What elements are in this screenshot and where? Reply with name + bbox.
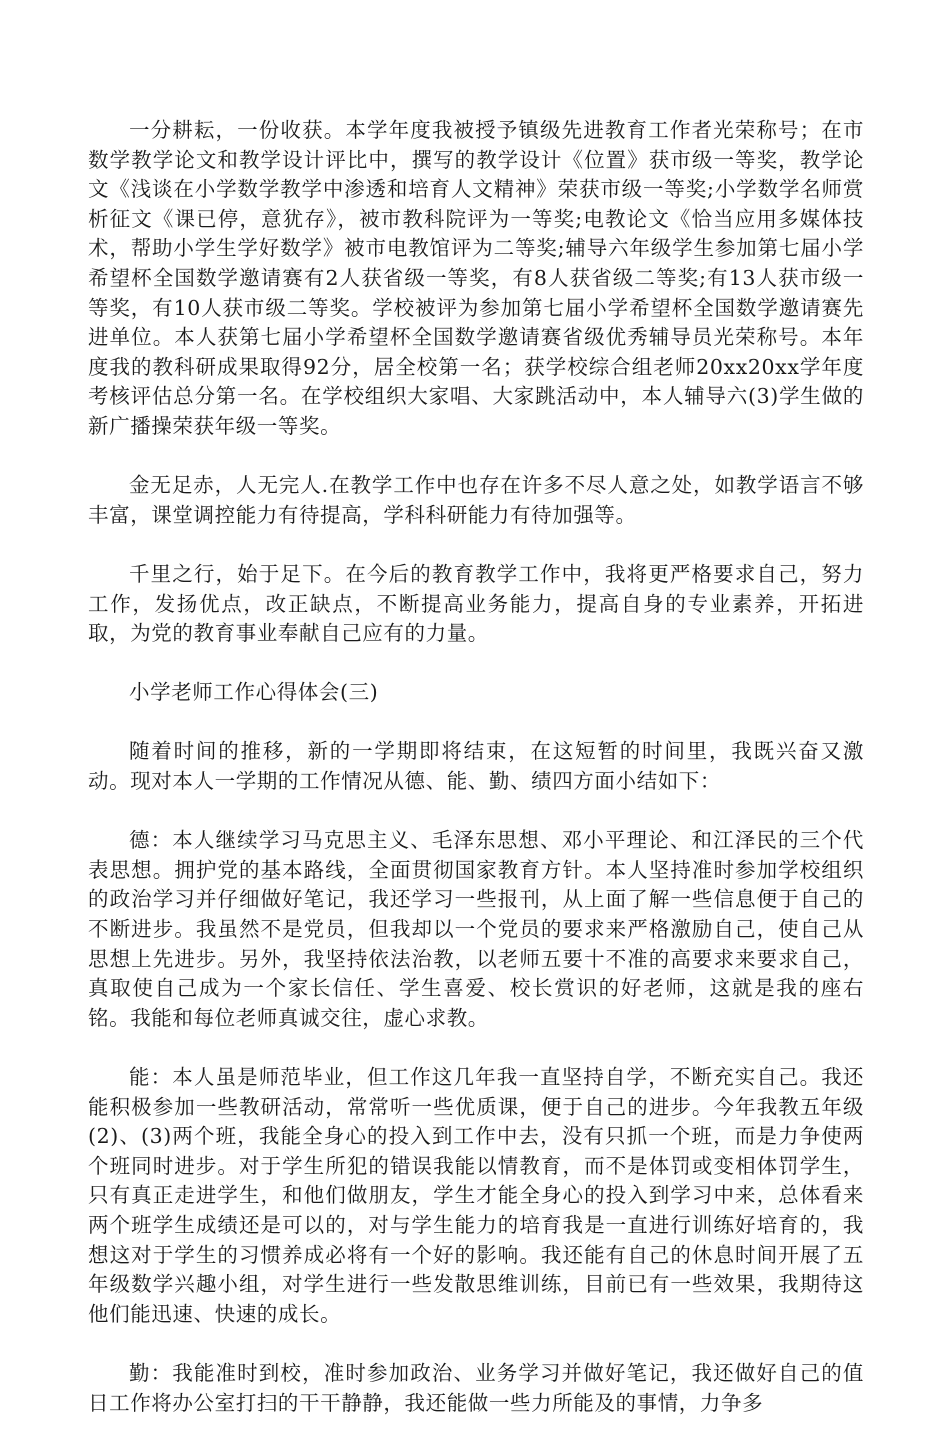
section-heading: 小学老师工作心得体会(三) — [129, 680, 379, 705]
paragraph-shortcomings: 金无足赤，人无完人.在教学工作中也存在许多不尽人意之处，如教学语言不够丰富，课堂调控能力有待提高，学科科研能力有待加强等。 — [88, 473, 864, 527]
paragraph-morality: 德：本人继续学习马克思主义、毛泽东思想、邓小平理论、和江泽民的三个代表思想。拥护党的基本路线，全面贯彻国家教育方针。本人坚持准时参加学校组织的政治学习并仔细做好笔记，我还学习一些报刊，从上面了解一些信息便于自己的不断进步。我虽然不是党员，但我却以一个党员的要求来严格激励自己，使自己从思想上先进步。另外，我坚持依法治教，以老师五要十不准的高要求来要求自己，真取使自己成为一个家长信任、学生喜爱、校长赏识的好老师，这就是我的座右铭。我能和每位老师真诚交往，虚心求教。 — [88, 828, 864, 1030]
paragraph-intro: 随着时间的推移，新的一学期即将结束，在这短暂的时间里，我既兴奋又激动。现对本人一学期的工作情况从德、能、勤、绩四方面小结如下： — [88, 739, 864, 794]
paragraph-ability: 能：本人虽是师范毕业，但工作这几年我一直坚持自学，不断充实自己。我还能积极参加一些教研活动，常常听一些优质课，便于自己的进步。今年我教五年级(2)、(3)两个班，我能全身心的投入到工作中去，没有只抓一个班，而是力争使两个班同时进步。对于学生所犯的错误我能以情教育，而不是体罚或变相体罚学生，只有真正走进学生，和他们做朋友，学生才能全身心的投入到学习中来，总体看来两个班学生成绩还是可以的，对与学生能力的培育我是一直进行训练好培育的，我想这对于学生的习惯养成必将有一个好的影响。我还能有自己的休息时间开展了五年级数学兴趣小组，对学生进行一些发散思维训练，目前已有一些效果，我期待这他们能迅速、快速的成长。 — [88, 1065, 864, 1326]
paragraph-achievements: 一分耕耘，一份收获。本学年度我被授予镇级先进教育工作者光荣称号；在市数学教学论文和教学设计评比中，撰写的教学设计《位置》获市级一等奖，教学论文《浅谈在小学数学教学中渗透和培育人文精神》荣获市级一等奖;小学数学名师赏析征文《课已停，意犹存》，被市教科院评为一等奖;电教论文《恰当应用多媒体技术，帮助小学生学好数学》被市电教馆评为二等奖;辅导六年级学生参加第七届小学希望杯全国数学邀请赛有2人获省级一等奖，有8人获省级二等奖;有13人获市级一等奖，有10人获市级二等奖。学校被评为参加第七届小学希望杯全国数学邀请赛先进单位。本人获第七届小学希望杯全国数学邀请赛省级优秀辅导员光荣称号。本年度我的教科研成果取得92分，居全校第一名；获学校综合组老师20xx20xx学年度考核评估总分第一名。在学校组织大家唱、大家跳活动中，本人辅导六(3)学生做的新广播操荣获年级一等奖。 — [88, 118, 864, 438]
paragraph-outlook: 千里之行，始于足下。在今后的教育教学工作中，我将更严格要求自己，努力工作，发扬优点，改正缺点，不断提高业务能力，提高自身的专业素养，开拓进取，为党的教育事业奉献自己应有的力量。 — [88, 561, 864, 646]
paragraph-diligence: 勤：我能准时到校，准时参加政治、业务学习并做好笔记，我还做好自己的值日工作将办公室打扫的干干静静，我还能做一些力所能及的事情，力争多 — [88, 1360, 864, 1415]
document-page — [88, 116, 864, 1448]
